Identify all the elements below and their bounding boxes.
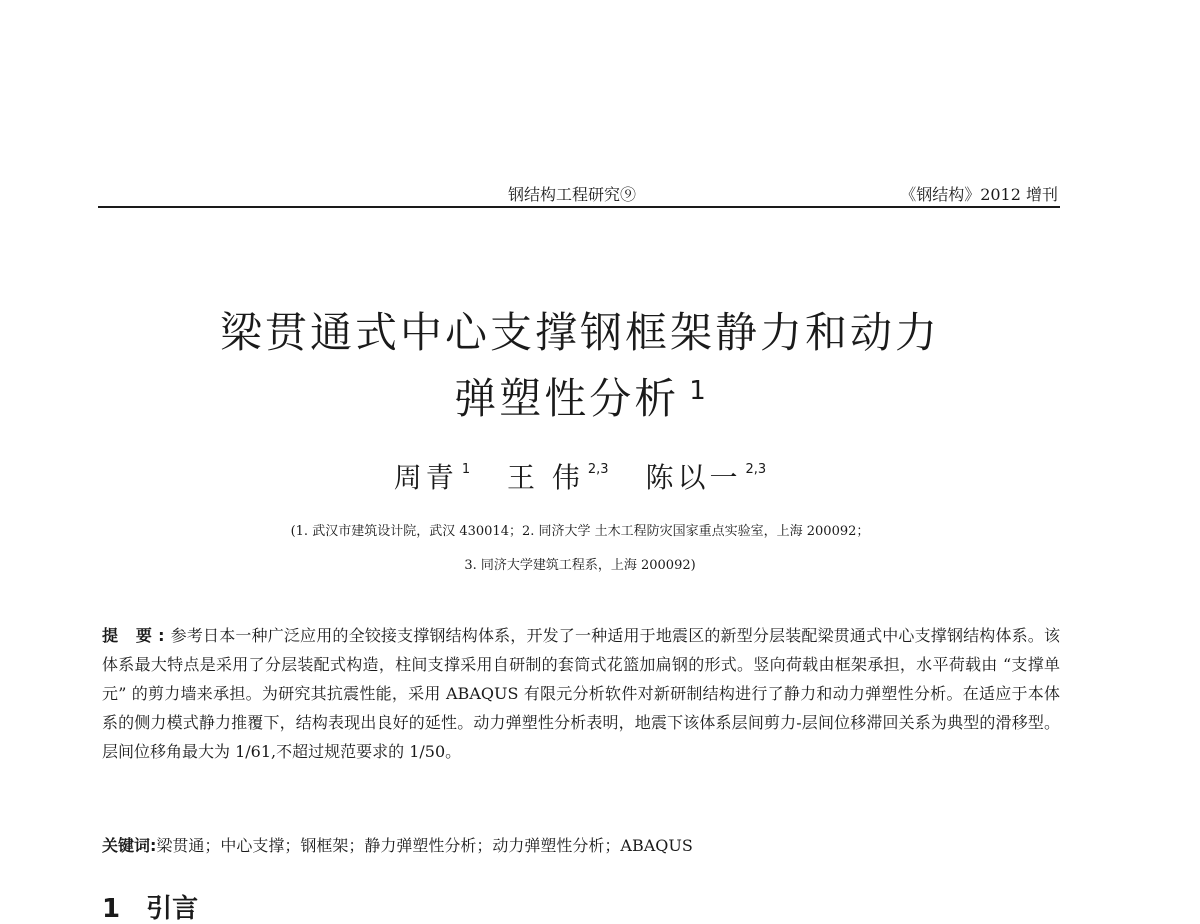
title-footnote-mark: 1	[689, 376, 706, 407]
author-2	[507, 458, 609, 498]
title-line-1: 梁贯通式中心支撑钢框架静力和动力	[219, 308, 940, 358]
author-3	[646, 458, 767, 498]
title-line-2-text: 弹塑性分析	[454, 374, 680, 424]
author-affiliation-mark: 2,3	[745, 462, 767, 477]
abstract-text: 参考日本一种广泛应用的全铰接支撑钢结构体系，开发了一种适用于地震区的新型分层装配梁贯通式中心支撑钢结构体系。该体系最大特点是采用了分层装配式构造，柱间支撑采用自研制的套筒式花篮加扁钢的形式。竖向荷载由框架承担，水平荷载由 “支撑单元” 的剪力墙来承担。为研究其抗震性能，采用 ABAQUS 有限元分析软件对新研制结构进行了静力和动力弹塑性分析。在适应于本体系的侧力模式静力推覆下，结构表现出良好的延性。动力弹塑性分析表明，地震下该体系层间剪力-层间位移滞回关系为典型的滑移型。层间位移角最大为 1/61,不超过规范要求的 1/50。	[102, 626, 1060, 761]
affiliation-line-2: 3. 同济大学建筑工程系，上海 200092)	[464, 558, 696, 573]
section-number: 1	[102, 894, 121, 924]
keywords-text: 梁贯通；中心支撑；钢框架；静力弹塑性分析；动力弹塑性分析；ABAQUS	[156, 836, 693, 855]
header-rule	[98, 206, 1060, 208]
author-name: 陈以一	[645, 461, 742, 494]
affiliation-line-1: (1. 武汉市建筑设计院，武汉 430014；2. 同济大学 土木工程防灾国家重点实验室，上海 200092；	[290, 524, 870, 539]
keywords	[102, 834, 1060, 858]
author-1	[394, 458, 470, 498]
running-header	[98, 178, 1060, 204]
author-list	[100, 458, 1060, 498]
title-line-2	[100, 366, 1060, 432]
journal-issue: 《钢结构》2012 增刊	[900, 185, 1058, 204]
section-title: 引言	[146, 894, 199, 924]
author-affiliation-mark: 1	[461, 462, 471, 477]
abstract	[102, 621, 1060, 766]
abstract-label: 提 要:	[102, 626, 171, 645]
author-name: 王 伟	[507, 461, 584, 494]
paper-title	[100, 300, 1060, 432]
author-affiliation-mark: 2,3	[587, 462, 609, 477]
keywords-label: 关键词:	[102, 836, 157, 855]
section-heading	[102, 894, 198, 924]
author-name: 周青	[393, 461, 458, 494]
series-title: 钢结构工程研究⑨	[508, 185, 637, 204]
